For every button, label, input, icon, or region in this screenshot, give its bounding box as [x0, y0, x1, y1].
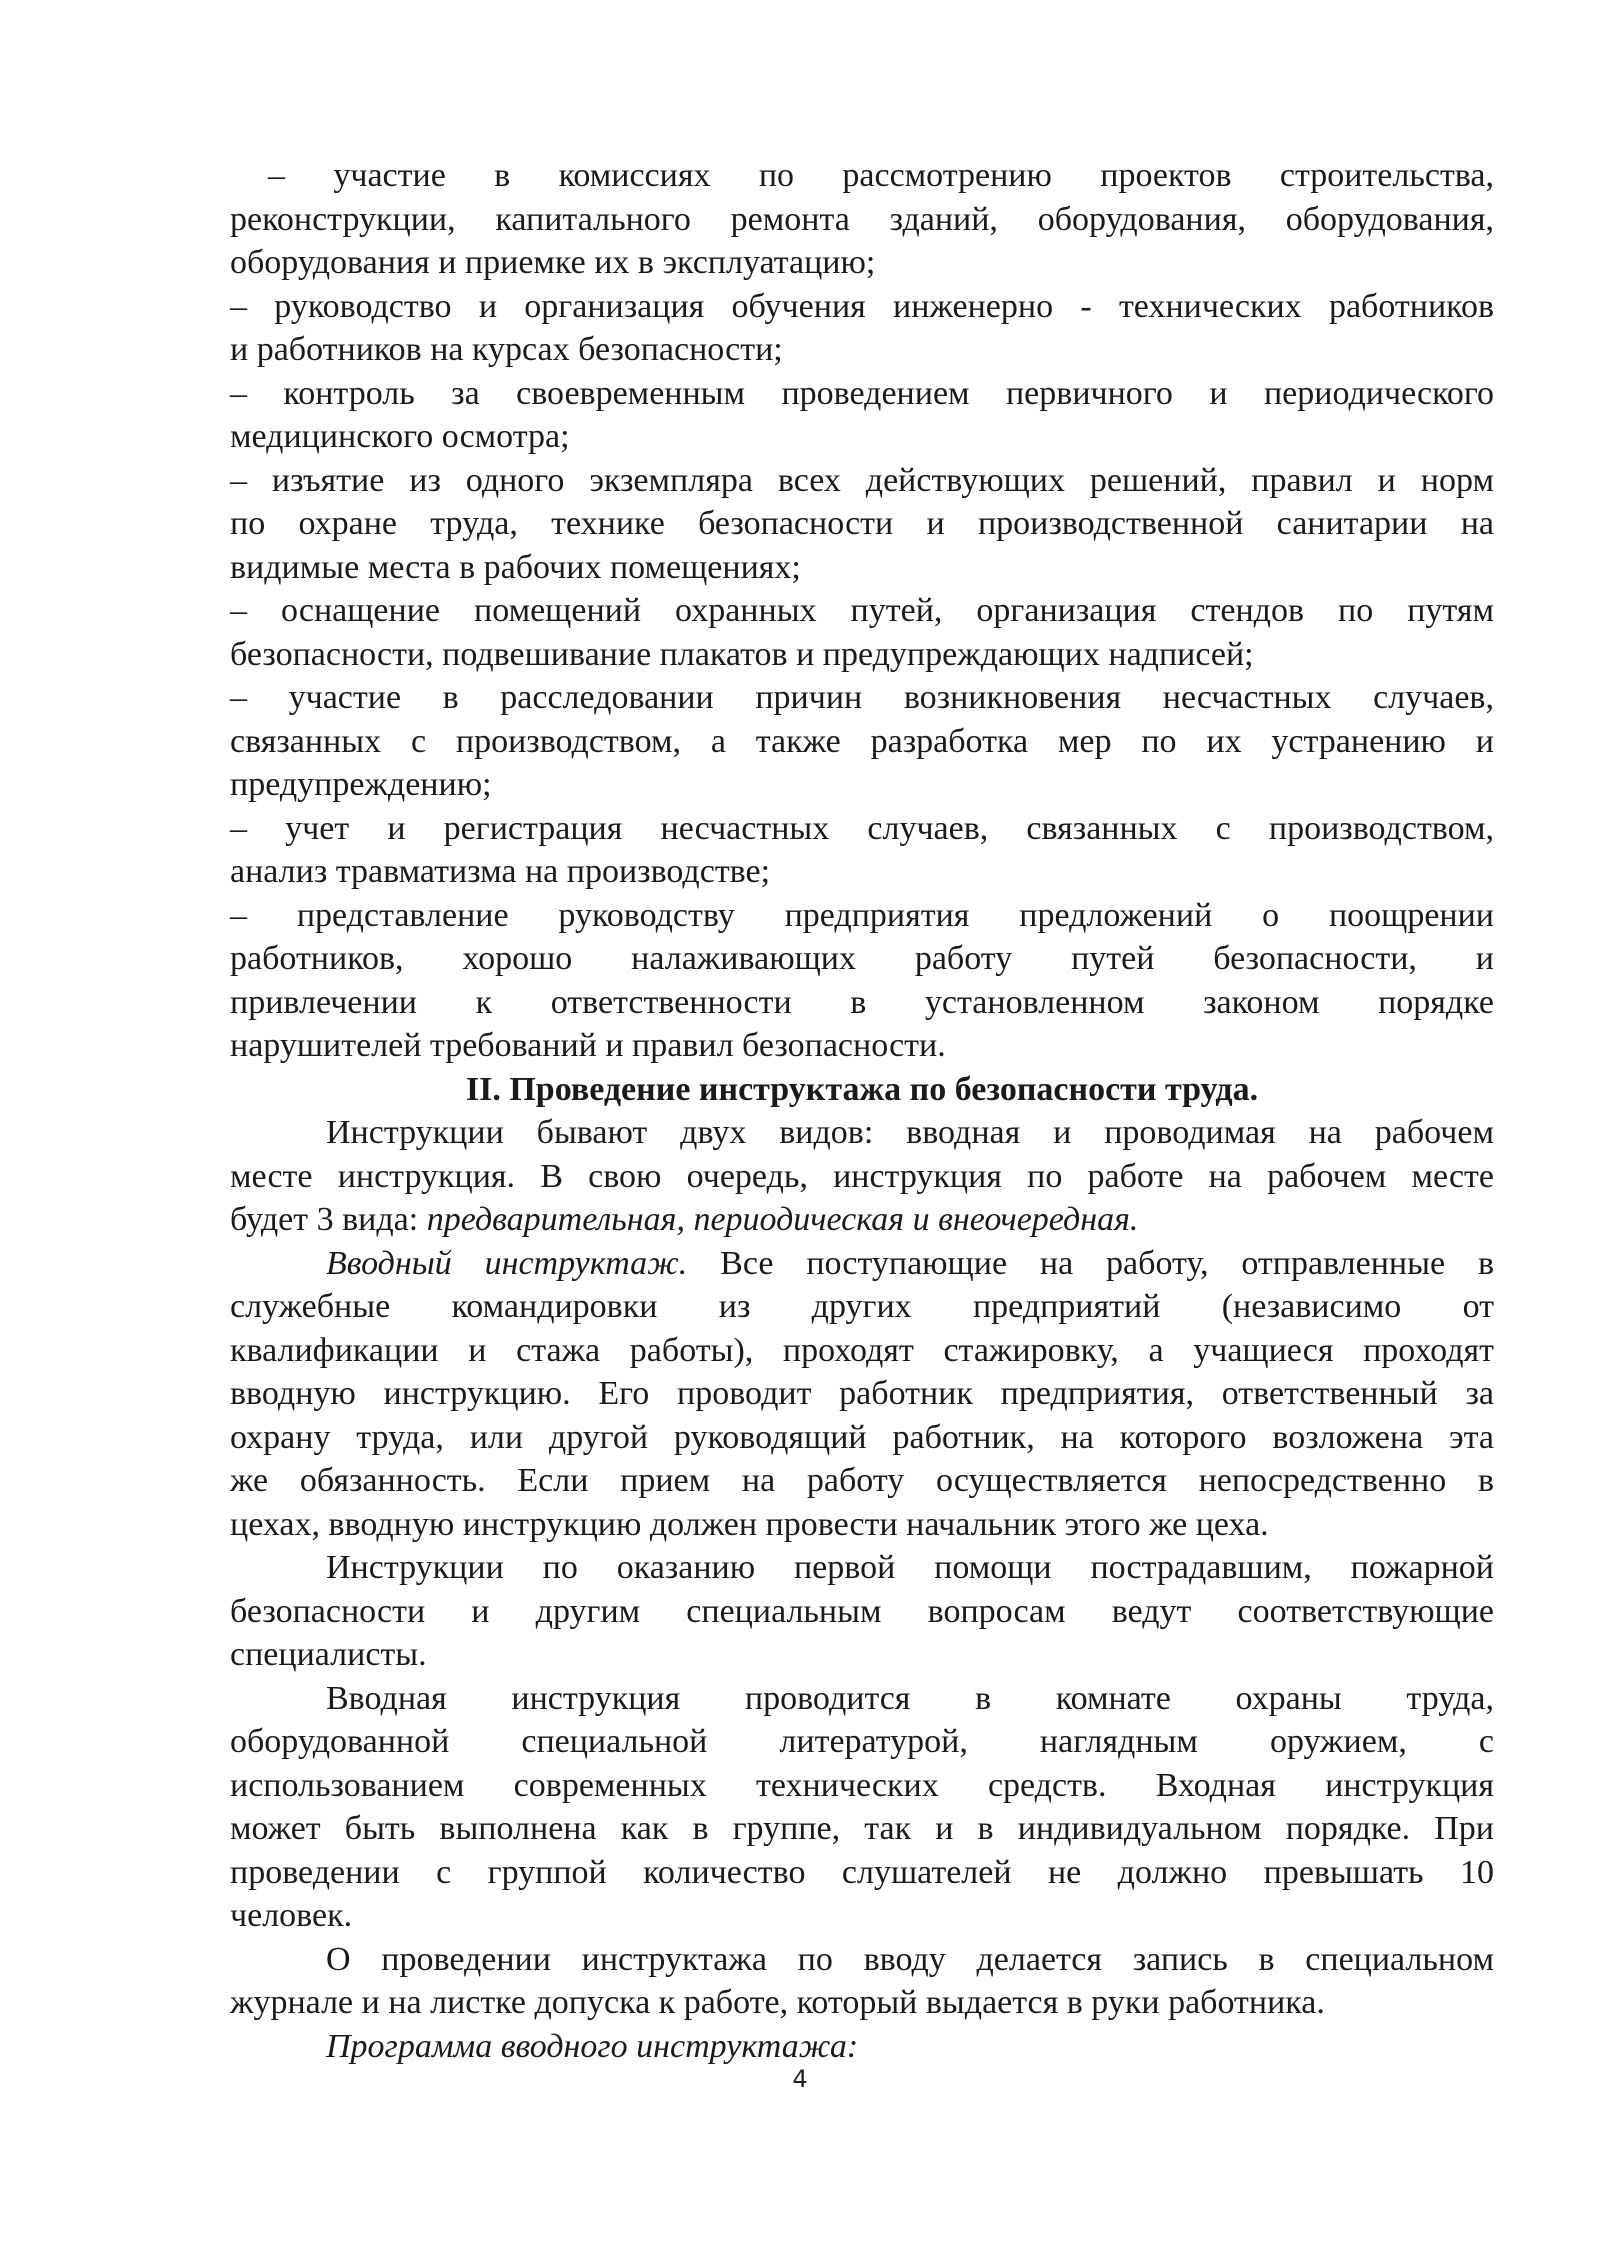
text-line: квалификации и стажа работы), проходят стажировку, а учащиеся проходят [230, 1331, 1494, 1369]
text-line: и работников на курсах безопасности; [230, 331, 783, 368]
text-line: человек. [230, 1897, 353, 1934]
text-line: – представление руководству предприятия предложений о поощрении [230, 896, 1494, 934]
text-line: цехах, вводную инструкцию должен провести начальник этого же цеха. [230, 1505, 1269, 1543]
page-number: 4 [792, 2065, 808, 2093]
text-line: безопасности и другим специальным вопросам ведут соответствующие [230, 1592, 1494, 1630]
text-line: анализ травматизма на производстве; [230, 853, 771, 890]
text-line: специалисты. [230, 1636, 427, 1673]
text-line: использованием современных технических средств. Входная инструкция [230, 1766, 1494, 1804]
text-line: по охране труда, технике безопасности и производственной санитарии на [230, 505, 1494, 542]
text-line [230, 1198, 1494, 1242]
text-line: предупреждению; [230, 766, 492, 803]
text-line [230, 1242, 1494, 1286]
text-line: – изъятие из одного экземпляра всех действующих решений, правил и норм [230, 461, 1494, 499]
text-line: Инструкции по оказанию первой помощи пострадавшим, пожарной [326, 1549, 1494, 1586]
text-line: может быть выполнена как в группе, так и в индивидуальном порядке. При [230, 1810, 1494, 1847]
text-line: проведении с группой количество слушателей не должно превышать 10 [230, 1853, 1494, 1891]
text-line: нарушителей требований и правил безопасности. [230, 1027, 946, 1064]
text-line: Вводная инструкция проводится в комнате охраны труда, [326, 1679, 1494, 1717]
italic-fragment: предварительная, периодическая и внеочередная. [426, 1201, 1139, 1238]
text-line: – контроль за своевременным проведением первичного и периодического [230, 374, 1494, 412]
text-line: – участие в расследовании причин возникновения несчастных случаев, [230, 679, 1494, 716]
text-line: же обязанность. Если прием на работу осуществляется непосредственно в [230, 1462, 1494, 1499]
text-line: Программа вводного инструктажа: [326, 2027, 859, 2065]
text-line: служебные командировки из других предприятий (независимо от [230, 1288, 1494, 1325]
text-fragment: будет 3 вида: [230, 1201, 427, 1238]
text-fragment: Все поступающие на работу, отправленные в [687, 1244, 1494, 1282]
text-line: оборудованной специальной литературой, наглядным оружием, с [230, 1723, 1494, 1760]
text-line: привлечении к ответственности в установленном законом порядке [230, 983, 1494, 1021]
text-line: работников, хорошо налаживающих работу путей безопасности, и [230, 940, 1494, 977]
text-line: – учет и регистрация несчастных случаев, связанных с производством, [230, 809, 1494, 847]
text-line: медицинского осмотра; [230, 418, 570, 455]
text-line: оборудования и приемке их в эксплуатацию; [230, 244, 876, 281]
text-line: О проведении инструктажа по вводу делается запись в специальном [326, 1940, 1494, 1978]
text-line: вводную инструкцию. Его проводит работник предприятия, ответственный за [230, 1375, 1494, 1412]
text-line: журнале и на листке допуска к работе, который выдается в руки работника. [230, 1984, 1325, 2021]
text-line: – руководство и организация обучения инженерно - технических работников [230, 287, 1494, 325]
text-line: – оснащение помещений охранных путей, организация стендов по путям [230, 592, 1494, 629]
text-line: реконструкции, капитального ремонта зданий, оборудования, оборудования, [230, 200, 1494, 238]
text-line: видимые места в рабочих помещениях; [230, 548, 801, 586]
section-heading: II. Проведение инструктажа по безопасности труда. [465, 1070, 1259, 1108]
text-line: охрану труда, или другой руководящий работник, на которого возложена эта [230, 1418, 1494, 1456]
italic-fragment: Вводный инструктаж. [326, 1244, 688, 1282]
text-line: – участие в комиссиях по рассмотрению проектов строительства, [268, 157, 1494, 194]
text-line: месте инструкция. В свою очередь, инструкция по работе на рабочем месте [230, 1157, 1494, 1195]
text-line: безопасности, подвешивание плакатов и предупреждающих надписей; [230, 635, 1254, 673]
text-line: Инструкции бывают двух видов: вводная и проводимая на рабочем [326, 1114, 1494, 1151]
document-page [230, 154, 1494, 2068]
text-line: связанных с производством, а также разработка мер по их устранению и [230, 722, 1494, 760]
